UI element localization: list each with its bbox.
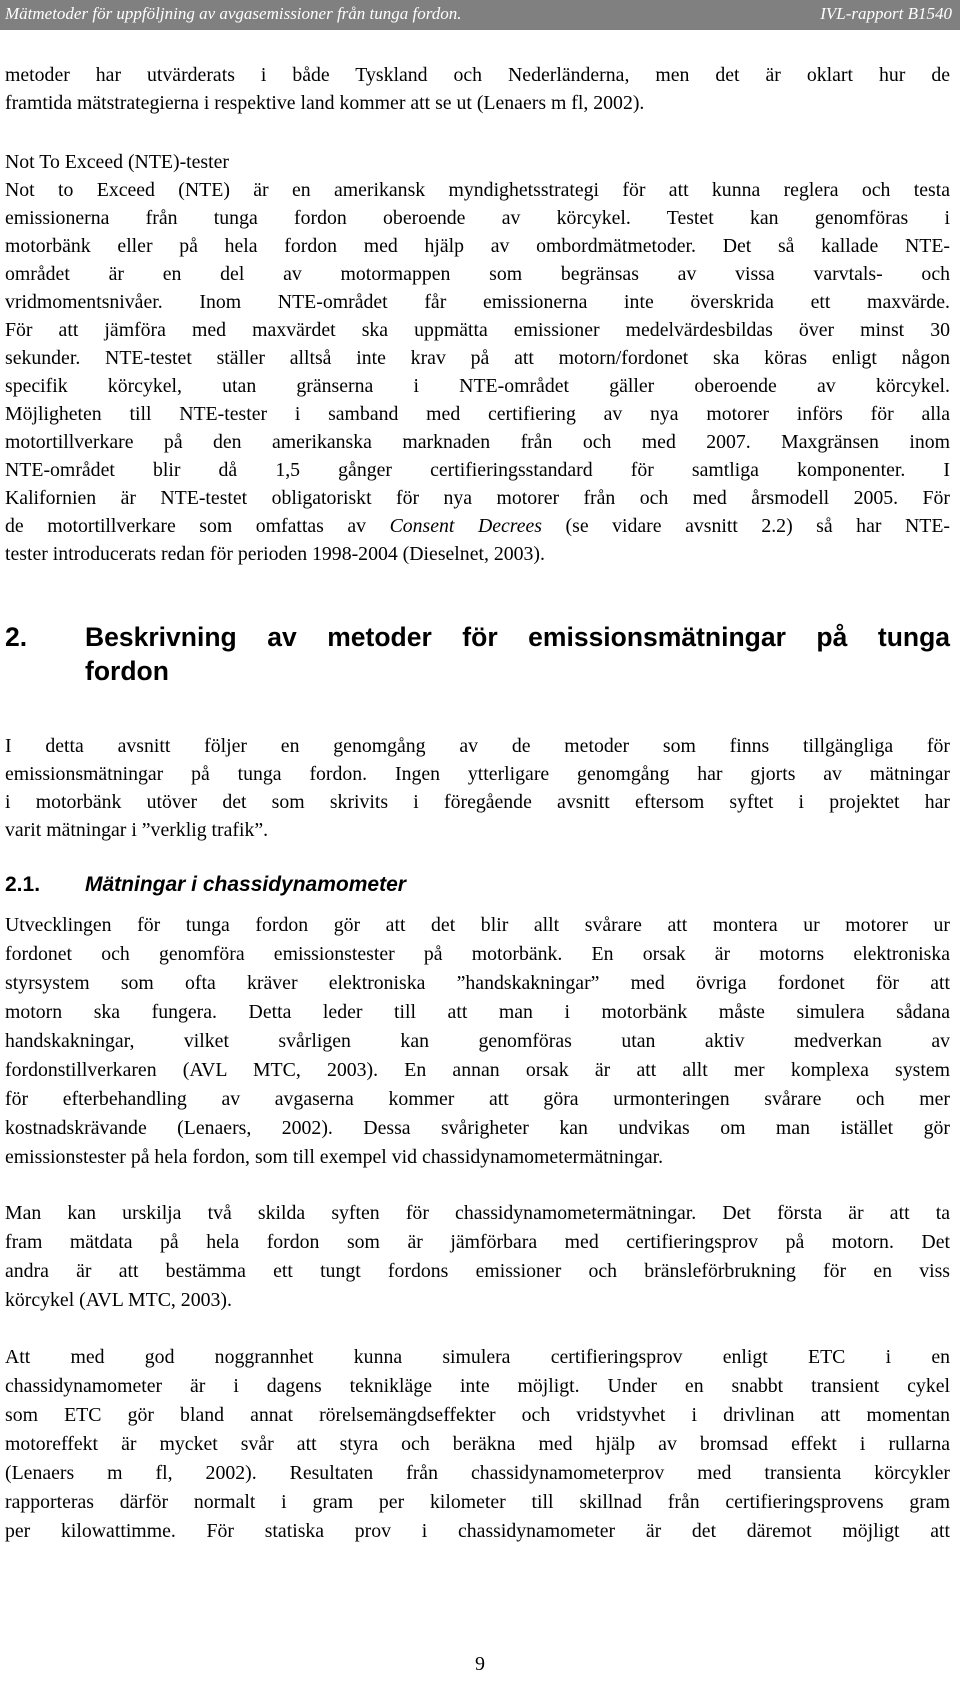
running-header [0,0,960,30]
page-number: 9 [475,1653,485,1675]
paragraph-line: emissionerna från tunga fordon oberoende av körcykel. Testet kan genomföras i [5,207,950,229]
paragraph-line: Kalifornien är NTE-testet obligatoriskt för nya motorer från och med årsmodell 2005. För [5,487,950,509]
paragraph-line: fram mätdata på hela fordon som är jämförbara med certifieringsprov på motorn. Det [5,1231,950,1253]
header-report-number: IVL-rapport B1540 [820,4,952,23]
paragraph-line: chassidynamometer är i dagens teknikläge inte möjligt. Under en snabbt transient cykel [5,1375,950,1397]
italic-term: Consent Decrees [389,515,543,537]
paragraph-line: metoder har utvärderats i både Tyskland och Nederländerna, men det är oklart hur de [5,64,950,86]
paragraph-line: som ETC gör bland annat rörelsemängdseffekter och vridstyvhet i drivlinan att momentan [5,1404,950,1426]
paragraph-line: För att jämföra med maxvärdet ska uppmätta emissioner medelvärdesbildas över minst 30 [5,319,950,341]
paragraph-line: Man kan urskilja två skilda syften för chassidynamometermätningar. Det första är att ta [5,1202,950,1224]
paragraph-line: motorn ska fungera. Detta leder till att man i motorbänk måste simulera sådana [5,1001,950,1023]
text-run: de motortillverkare som omfattas av [5,515,390,537]
paragraph-line: specifik körcykel, utan gränserna i NTE-området gäller oberoende av körcykel. [5,375,950,397]
paragraph-line: motoreffekt är mycket svår att styra och beräkna med hjälp av bromsad effekt i rullarna [5,1433,950,1455]
header-title: Mätmetoder för uppföljning av avgasemissioner från tunga fordon. [5,4,462,23]
paragraph-line: kostnadskrävande (Lenaers, 2002). Dessa svårigheter kan undvikas om man istället gör [5,1117,950,1139]
paragraph-line: rapporteras därför normalt i gram per kilometer till skillnad från certifieringsprovens gram [5,1491,950,1513]
paragraph-line: i motorbänk utöver det som skrivits i föregående avsnitt eftersom syftet i projektet har [5,791,950,813]
section-heading-2-cont [5,655,950,687]
subheading-nte: Not To Exceed (NTE)-tester [5,151,229,173]
paragraph-line: (Lenaers m fl, 2002). Resultaten från chassidynamometerprov med transienta körcykler [5,1462,950,1484]
paragraph-line: fordonet och genomföra emissionstester på motorbänk. En orsak är motorns elektroniska [5,943,950,965]
section-number: 2.1. [5,873,41,896]
paragraph-line: motortillverkare på den amerikanska marknaden från och med 2007. Maxgränsen inom [5,431,950,453]
paragraph-line: emissionstester på hela fordon, som till exempel vid chassidynamometermätningar. [5,1146,664,1168]
section-number: 2. [5,622,28,652]
paragraph-line: per kilowattimme. För statiska prov i chassidynamometer är det däremot möjligt att [5,1520,950,1542]
paragraph-line [5,512,950,540]
paragraph-line: andra är att bestämma ett tungt fordons emissioner och bränsleförbrukning för en viss [5,1260,950,1282]
paragraph-line: motorbänk eller på hela fordon med hjälp av ombordmätmetoder. Det så kallade NTE- [5,235,950,257]
section-title-line: fordon [85,656,169,686]
section-heading-2 [5,621,950,653]
paragraph-line: sekunder. NTE-testet ställer alltså inte krav på att motorn/fordonet ska köras enligt någon [5,347,950,369]
paragraph-line: emissionsmätningar på tunga fordon. Ingen ytterligare genomgång har gjorts av mätningar [5,763,950,785]
section-title-line: Beskrivning av metoder för emissionsmätningar på tunga [85,622,950,652]
paragraph-line: för efterbehandling av avgaserna kommer att göra urmonteringen svårare och mer [5,1088,950,1110]
paragraph-line: tester introducerats redan för perioden 1998-2004 (Dieselnet, 2003). [5,543,545,565]
paragraph-line: framtida mätstrategierna i respektive land kommer att se ut (Lenaers m fl, 2002). [5,92,645,114]
paragraph-line: styrsystem som ofta kräver elektroniska ”handskakningar” med övriga fordonet för att [5,972,950,994]
paragraph-line: Not to Exceed (NTE) är en amerikansk myndighetsstrategi för att kunna reglera och testa [5,179,950,201]
paragraph-line: varit mätningar i ”verklig trafik”. [5,819,269,841]
paragraph-line: Utvecklingen för tunga fordon gör att det blir allt svårare att montera ur motorer ur [5,914,950,936]
paragraph-line: Att med god noggrannhet kunna simulera certifieringsprov enligt ETC i en [5,1346,950,1368]
section-heading-2-1 [5,871,950,899]
paragraph-line: NTE-området blir då 1,5 gånger certifieringsstandard för samtliga komponenter. I [5,459,950,481]
paragraph-line: området är en del av motormappen som begränsas av vissa varvtals- och [5,263,950,285]
section-title: Mätningar i chassidynamometer [85,873,406,896]
paragraph-line: vridmomentsnivåer. Inom NTE-området får emissionerna inte överskrida ett maxvärde. [5,291,950,313]
paragraph-line: I detta avsnitt följer en genomgång av de metoder som finns tillgängliga för [5,735,950,757]
paragraph-line: körcykel (AVL MTC, 2003). [5,1289,232,1311]
paragraph-line: fordonstillverkaren (AVL MTC, 2003). En annan orsak är att allt mer komplexa system [5,1059,950,1081]
text-run: (se vidare avsnitt 2.2) så har NTE- [542,515,950,537]
paragraph-line: handskakningar, vilket svårligen kan genomföras utan aktiv medverkan av [5,1030,950,1052]
paragraph-line: Möjligheten till NTE-tester i samband med certifiering av nya motorer införs för alla [5,403,950,425]
